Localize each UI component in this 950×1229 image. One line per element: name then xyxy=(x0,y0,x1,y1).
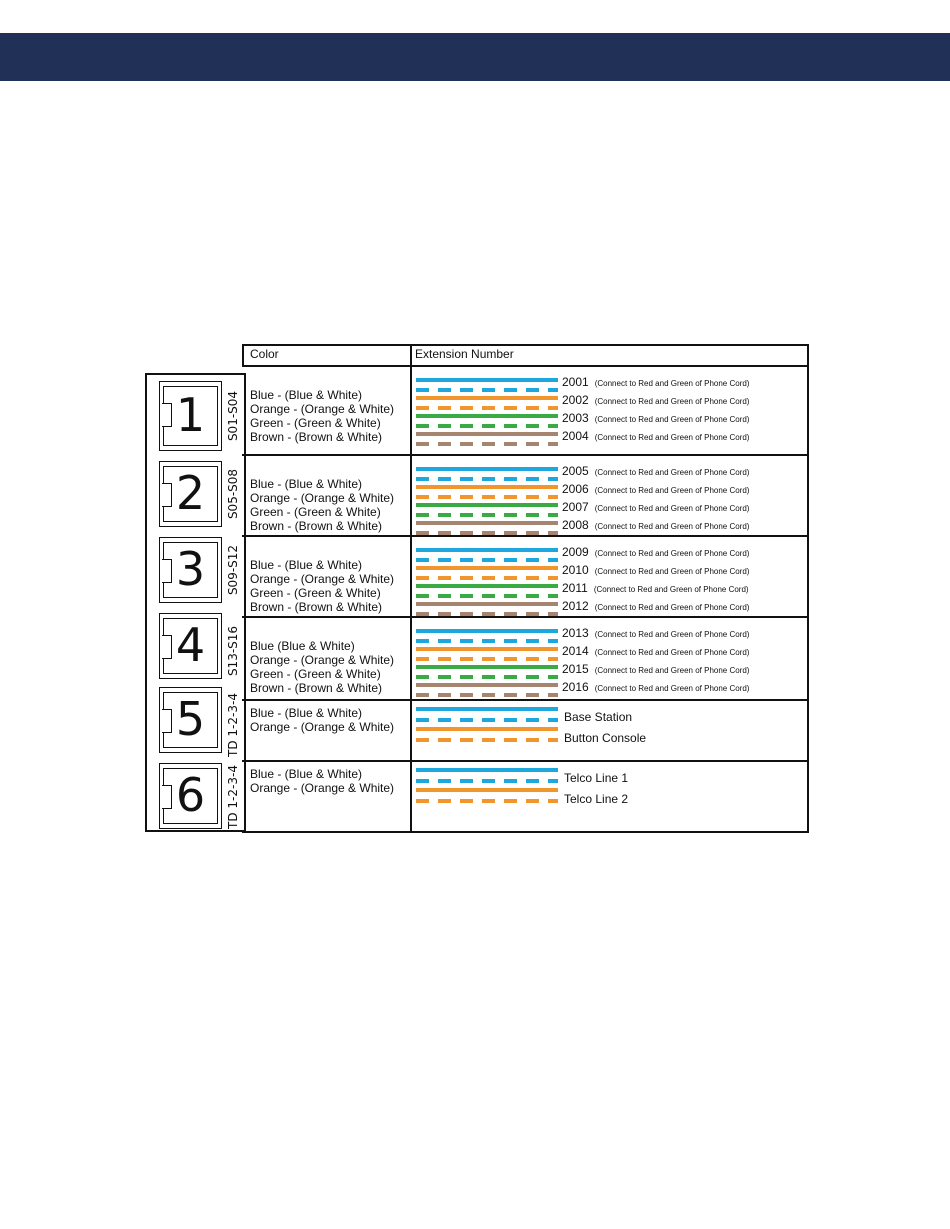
extension-number: 2016 xyxy=(562,680,589,694)
wire-striped-blue xyxy=(416,477,558,481)
color-pair-label: Blue - (Blue & White) xyxy=(250,767,363,781)
color-pair-label: Blue - (Blue & White) xyxy=(250,558,363,572)
wire-solid-green xyxy=(416,503,558,507)
extension-number: 2011 xyxy=(562,581,588,595)
extension-note: (Connect to Red and Green of Phone Cord) xyxy=(594,433,750,442)
wire-solid-orange xyxy=(416,647,558,651)
wire-striped-green xyxy=(416,675,558,679)
extension-number: 2013 xyxy=(562,626,589,640)
wire-striped-brown xyxy=(416,612,558,616)
wire-solid-blue xyxy=(416,467,558,471)
connection-label: Base Station xyxy=(564,710,633,724)
extension-note: (Connect to Red and Green of Phone Cord) xyxy=(594,522,750,531)
wire-striped-orange xyxy=(416,799,558,803)
color-pair-label: Green - (Green & White) xyxy=(250,667,381,681)
wire-solid-blue xyxy=(416,548,558,552)
port-panel xyxy=(145,373,246,832)
color-pair-label: Green - (Green & White) xyxy=(250,505,381,519)
extension-entry xyxy=(562,393,749,409)
extension-entry xyxy=(562,563,749,579)
port-5 xyxy=(159,687,222,753)
table-border xyxy=(242,760,809,762)
wire-striped-brown xyxy=(416,442,558,446)
extension-entry xyxy=(562,680,749,696)
wire-striped-brown xyxy=(416,693,558,697)
wire-striped-green xyxy=(416,424,558,428)
extension-number: 2012 xyxy=(562,599,589,613)
wire-solid-blue xyxy=(416,629,558,633)
wire-striped-orange xyxy=(416,576,558,580)
color-pair-label: Brown - (Brown & White) xyxy=(250,430,383,444)
table-border xyxy=(242,454,809,456)
color-pair-label: Blue (Blue & White) xyxy=(250,639,355,653)
wire-striped-blue xyxy=(416,558,558,562)
wire-solid-blue xyxy=(416,768,558,772)
wire-striped-orange xyxy=(416,406,558,410)
wire-striped-blue xyxy=(416,718,558,722)
extension-number: 2006 xyxy=(562,482,589,496)
wire-solid-orange xyxy=(416,485,558,489)
extension-note: (Connect to Red and Green of Phone Cord) xyxy=(594,379,750,388)
connection-label: Telco Line 2 xyxy=(564,792,629,806)
wire-solid-orange xyxy=(416,566,558,570)
port-4 xyxy=(159,613,222,679)
extension-note: (Connect to Red and Green of Phone Cord) xyxy=(594,684,750,693)
header-extension-number: Extension Number xyxy=(415,347,514,361)
extension-number: 2015 xyxy=(562,662,589,676)
extension-entry xyxy=(562,662,749,678)
extension-note: (Connect to Red and Green of Phone Cord) xyxy=(594,415,750,424)
color-pair-label: Blue - (Blue & White) xyxy=(250,706,363,720)
extension-note: (Connect to Red and Green of Phone Cord) xyxy=(594,397,750,406)
extension-number: 2003 xyxy=(562,411,589,425)
port-label: S13-S16 xyxy=(226,625,240,677)
wire-striped-green xyxy=(416,594,558,598)
wire-solid-brown xyxy=(416,432,558,436)
extension-entry xyxy=(562,464,749,480)
port-label: S05-S08 xyxy=(226,468,240,520)
port-number: 5 xyxy=(175,692,206,747)
extension-note: (Connect to Red and Green of Phone Cord) xyxy=(594,630,750,639)
extension-entry xyxy=(562,518,749,534)
color-pair-label: Orange - (Orange & White) xyxy=(250,781,395,795)
wire-solid-orange xyxy=(416,727,558,731)
port-label: TD 1-2-3-4 xyxy=(226,765,240,829)
extension-note: (Connect to Red and Green of Phone Cord) xyxy=(594,666,750,675)
extension-note: (Connect to Red and Green of Phone Cord) xyxy=(594,504,750,513)
wire-solid-green xyxy=(416,665,558,669)
extension-number: 2004 xyxy=(562,429,589,443)
port-6 xyxy=(159,763,222,829)
extension-entry xyxy=(562,411,749,427)
extension-number: 2009 xyxy=(562,545,589,559)
extension-number: 2010 xyxy=(562,563,589,577)
extension-entry xyxy=(562,545,749,561)
wire-striped-orange xyxy=(416,657,558,661)
wire-solid-blue xyxy=(416,378,558,382)
extension-number: 2007 xyxy=(562,500,589,514)
wire-striped-blue xyxy=(416,779,558,783)
wire-striped-brown xyxy=(416,531,558,535)
port-number: 1 xyxy=(175,388,206,443)
port-1 xyxy=(159,381,222,451)
wire-solid-orange xyxy=(416,788,558,792)
port-number: 4 xyxy=(175,618,206,673)
color-pair-label: Brown - (Brown & White) xyxy=(250,600,383,614)
color-pair-label: Blue - (Blue & White) xyxy=(250,388,363,402)
wire-solid-green xyxy=(416,414,558,418)
extension-note: (Connect to Red and Green of Phone Cord) xyxy=(594,486,750,495)
port-number: 3 xyxy=(175,542,206,597)
extension-entry xyxy=(562,429,749,445)
color-pair-label: Green - (Green & White) xyxy=(250,416,381,430)
color-pair-label: Green - (Green & White) xyxy=(250,586,381,600)
extension-note: (Connect to Red and Green of Phone Cord) xyxy=(594,549,750,558)
port-number: 2 xyxy=(175,466,206,521)
header-band xyxy=(0,33,950,81)
port-number: 6 xyxy=(175,768,206,823)
table-border xyxy=(242,365,809,367)
wire-striped-orange xyxy=(416,495,558,499)
color-pair-label: Orange - (Orange & White) xyxy=(250,653,395,667)
connection-label: Telco Line 1 xyxy=(564,771,629,785)
wire-solid-brown xyxy=(416,521,558,525)
port-label: TD 1-2-3-4 xyxy=(226,693,240,757)
wire-solid-brown xyxy=(416,683,558,687)
port-label: S09-S12 xyxy=(226,544,240,596)
port-label: S01-S04 xyxy=(226,390,240,442)
extension-number: 2005 xyxy=(562,464,589,478)
extension-entry xyxy=(562,599,749,615)
table-border xyxy=(242,831,809,833)
wire-solid-orange xyxy=(416,396,558,400)
table-border xyxy=(242,699,809,701)
extension-number: 2008 xyxy=(562,518,589,532)
extension-entry xyxy=(562,644,749,660)
extension-number: 2002 xyxy=(562,393,589,407)
wire-striped-green xyxy=(416,513,558,517)
table-border xyxy=(242,344,809,346)
color-pair-label: Blue - (Blue & White) xyxy=(250,477,363,491)
color-pair-label: Orange - (Orange & White) xyxy=(250,402,395,416)
extension-note: (Connect to Red and Green of Phone Cord) xyxy=(594,567,750,576)
color-pair-label: Orange - (Orange & White) xyxy=(250,491,395,505)
extension-note: (Connect to Red and Green of Phone Cord) xyxy=(593,585,749,594)
wire-solid-brown xyxy=(416,602,558,606)
color-pair-label: Orange - (Orange & White) xyxy=(250,572,395,586)
color-pair-label: Orange - (Orange & White) xyxy=(250,720,395,734)
extension-note: (Connect to Red and Green of Phone Cord) xyxy=(594,648,750,657)
wire-solid-green xyxy=(416,584,558,588)
extension-entry xyxy=(562,626,749,642)
extension-entry xyxy=(562,375,749,391)
port-3 xyxy=(159,537,222,603)
extension-entry xyxy=(562,581,749,597)
extension-entry xyxy=(562,500,749,516)
extension-entry xyxy=(562,482,749,498)
extension-number: 2001 xyxy=(562,375,589,389)
wire-striped-blue xyxy=(416,388,558,392)
wire-striped-blue xyxy=(416,639,558,643)
port-2 xyxy=(159,461,222,527)
wire-striped-orange xyxy=(416,738,558,742)
wire-solid-blue xyxy=(416,707,558,711)
color-pair-label: Brown - (Brown & White) xyxy=(250,681,383,695)
extension-number: 2014 xyxy=(562,644,589,658)
connection-label: Button Console xyxy=(564,731,647,745)
wiring-table xyxy=(242,344,809,833)
table-border xyxy=(242,344,244,366)
extension-note: (Connect to Red and Green of Phone Cord) xyxy=(594,468,750,477)
table-border xyxy=(242,616,809,618)
table-border xyxy=(242,535,809,537)
extension-note: (Connect to Red and Green of Phone Cord) xyxy=(594,603,750,612)
header-color: Color xyxy=(250,347,279,361)
color-pair-label: Brown - (Brown & White) xyxy=(250,519,383,533)
